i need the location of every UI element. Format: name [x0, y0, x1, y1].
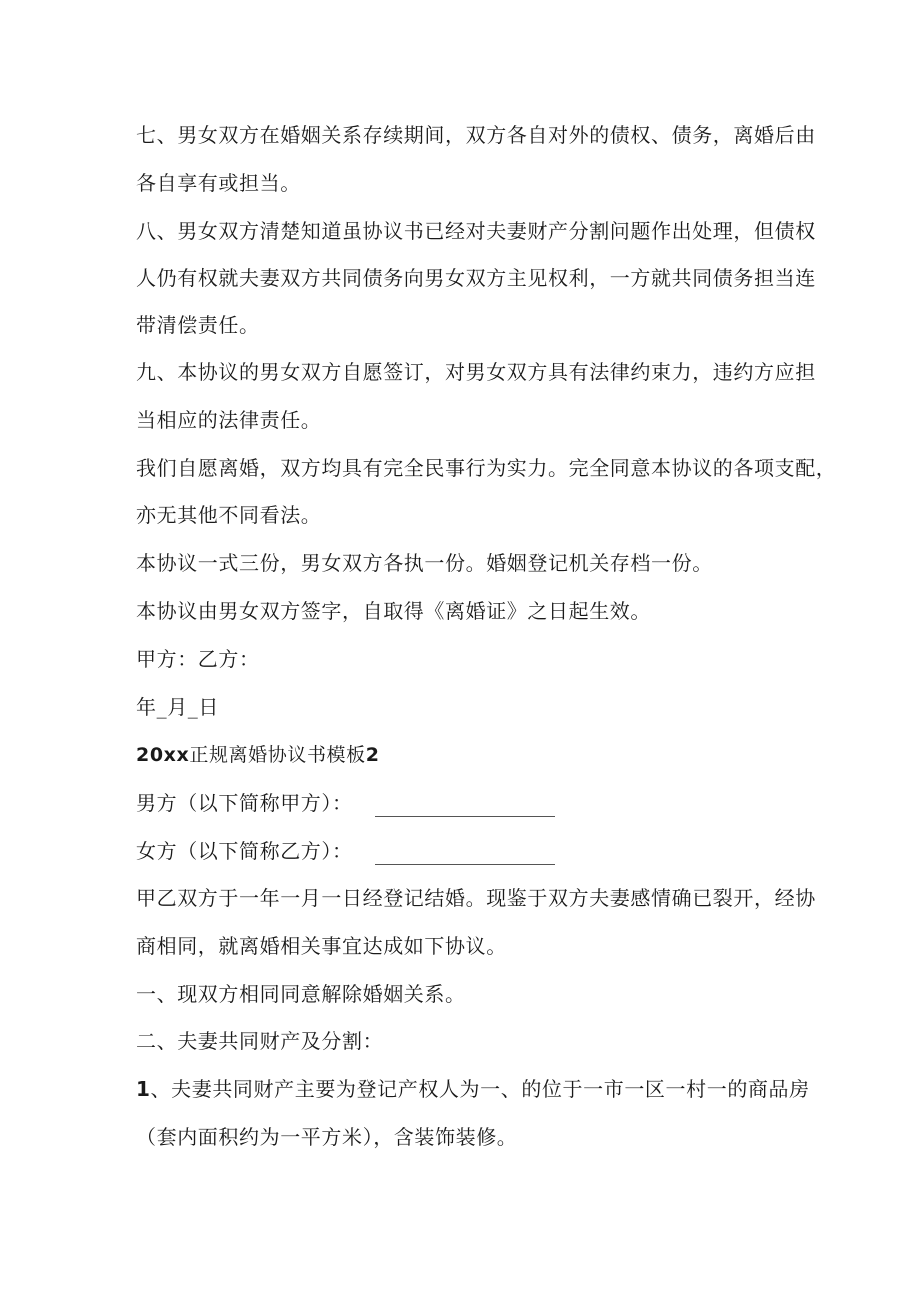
parties-signature-line: 甲方：乙方： [136, 647, 260, 671]
male-party-blank[interactable] [375, 794, 555, 817]
article-1: 一、现双方相同同意解除婚姻关系。 [136, 982, 466, 1006]
male-party-label: 男方（以下简称甲方）： [136, 791, 353, 815]
statement-line-1: 我们自愿离婚，双方均具有完全民事行为实力。完全同意本协议的各项支配， [136, 456, 837, 480]
male-party-line [136, 789, 796, 817]
effective-line: 本协议由男女双方签字，自取得《离婚证》之日起生效。 [136, 599, 651, 623]
clause-8-line-2: 人仍有权就夫妻双方共同债务向男女双方主见权利，一方就共同债务担当连 [136, 266, 816, 290]
property-item-1-line-2: （套内面积约为一平方米），含装饰装修。 [136, 1125, 518, 1149]
article-2: 二、夫妻共同财产及分割： [136, 1029, 384, 1053]
clause-7-line-2: 各自享有或担当。 [136, 171, 301, 195]
property-item-1-line-1 [136, 1075, 810, 1103]
clause-7-line-1: 七、男女双方在婚姻关系存续期间，双方各自对外的债权、债务，离婚后由 [136, 123, 816, 147]
copies-line: 本协议一式三份，男女双方各执一份。婚姻登记机关存档一份。 [136, 551, 713, 575]
female-party-line [136, 837, 796, 865]
date-line: 年_月_日 [136, 695, 219, 719]
template-title [136, 741, 796, 769]
clause-8-line-1: 八、男女双方清楚知道虽协议书已经对夫妻财产分割问题作出处理，但债权 [136, 219, 816, 243]
preamble-line-1: 甲乙双方于一年一月一日经登记结婚。现鉴于双方夫妻感情确已裂开，经协 [136, 886, 816, 910]
title-text: 正规离婚协议书模板 [189, 744, 366, 766]
female-party-label: 女方（以下简称乙方）： [136, 839, 353, 863]
clause-9-line-1: 九、本协议的男女双方自愿签订，对男女双方具有法律约束力，违约方应担 [136, 360, 816, 384]
female-party-blank[interactable] [375, 842, 555, 865]
item-number: 1 [136, 1077, 151, 1101]
property-item-1-text: 、夫妻共同财产主要为登记产权人为一、的位于一市一区一村一的商品房 [150, 1077, 810, 1101]
title-number: 2 [365, 744, 380, 766]
title-year: 20xx [136, 744, 190, 766]
statement-line-2: 亦无其他不同看法。 [136, 503, 322, 527]
clause-8-line-3: 带清偿责任。 [136, 313, 260, 337]
preamble-line-2: 商相同，就离婚相关事宜达成如下协议。 [136, 934, 507, 958]
clause-9-line-2: 当相应的法律责任。 [136, 408, 322, 432]
